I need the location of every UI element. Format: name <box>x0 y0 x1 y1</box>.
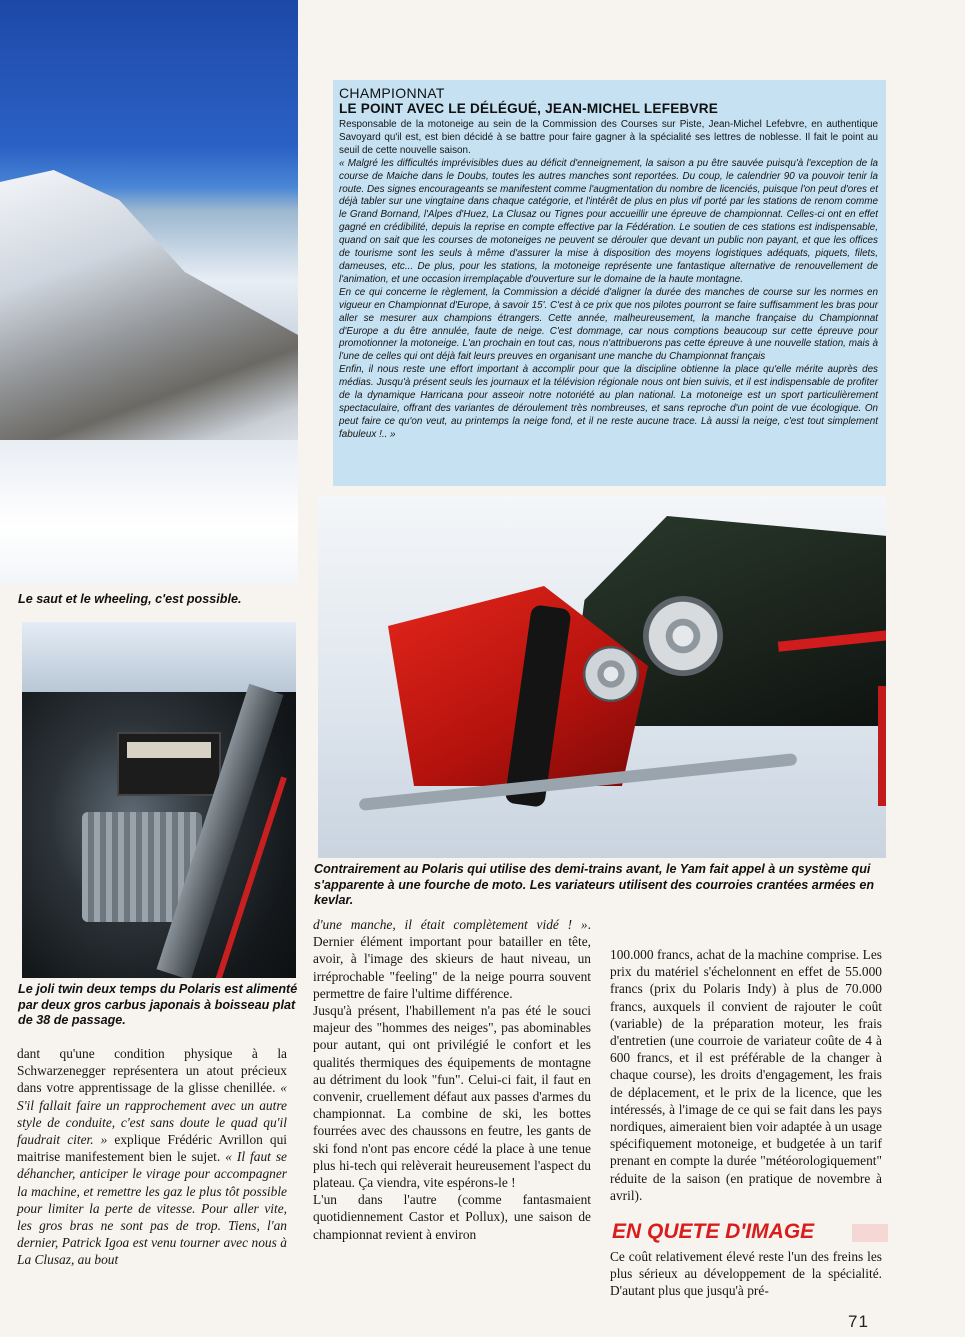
sled-photo-red-edge <box>878 686 886 806</box>
sidebar-box <box>333 80 886 486</box>
body-column-3-continued <box>610 1248 882 1300</box>
caption-sled: Contrairement au Polaris qui utilise des demi-trains avant, le Yam fait appel à un système qui s'apparente à une fourche de moto. Les variateurs utilisent des courroies crantées armées en kevlar. <box>314 862 875 907</box>
col1-quote-2: « Il faut se déhancher, anticiper le virage pour accompagner la machine, et remettre les gaz le plus tôt possible pour limiter la perte de vitesse. Pour aller vite, les gros bras ne sont pas de trop. Tiens, l'an dernier, Patrick Igoa est venu tourner avec nous à La Clusaz, au bout <box>17 1149 287 1268</box>
sidebar-kicker: CHAMPIONNAT <box>339 85 445 101</box>
col2-text-1: . Dernier élément important pour batailler en tête, avoir, à l'image des skieurs de haut niveau, un irréprochable "feeling" de la neige pourra souvent permettre de faire l'ultime différence. <box>313 917 591 1001</box>
photo-yamaha-snowmobile <box>318 496 886 858</box>
photo-polaris-engine <box>22 622 296 978</box>
col2-paragraph-2: Jusqu'à présent, l'habillement n'a pas été le souci majeur des "hommes des neiges", pas abominables pour autant, qui ont privilégié le confort et les qualités thermiques des équipements de montagne au détriment du look "fun". Celui-ci fait, il faut en convenir, cruellement défaut aux passes d'armes du championnat. La combine de ski, les bottes fourrées avec des chaussons en feutre, les gants de ski fond n'ont pas encore cédé la place à une tenue plus hi-tech qui relèverait heureusement l'aspect du plateau. Ça viendra, vite espérons-le ! <box>313 1003 591 1191</box>
sidebar-paragraph-3: Enfin, il nous reste une effort important à accomplir pour que la discipline obtienne la place qu'elle mérite auprès des médias. Jusqu'à présent seuls les journaux et la télévision régionale nous ont bien suivis, et il est indispensable de profiter de la dynamique Harricana pour asseoir notre notoriété au plan national. La motoneige est un sport particulièrement spectaculaire, offrant des variantes de déroulement très nombreuses, et sans reproche d'un point de vue écologique. On peut faire ce qu'on veut, au printemps la neige fond, et il ne reste aucune trace. Là aussi la neige, c'est tout simplement fabuleux !.. » <box>339 364 878 440</box>
snowfield-shape <box>0 440 298 585</box>
caption-jump: Le saut et le wheeling, c'est possible. <box>18 592 242 606</box>
col2-quote-1: d'une manche, il était complètement vidé ! » <box>313 917 588 932</box>
col1-paragraph <box>17 1045 287 1269</box>
col2-paragraph-3: L'un dans l'autre (comme fantasmaient quotidiennement Castor et Pollux), une saison de championnat revient à environ <box>313 1192 591 1242</box>
body-column-2 <box>313 916 591 1243</box>
engine-photo-battery <box>117 732 221 796</box>
col1-text-1: dant qu'une condition physique à la Schwarzenegger représentera un atout précieux dans votre apprentissage de la glisse chenillée. <box>17 1046 287 1096</box>
col1-quote-1: « S'il fallait faire un rapprochement avec un autre style de conduite, c'est sans doute le quad qu'il faudrait citer. » <box>17 1080 287 1148</box>
photo-snowy-mountain <box>0 0 298 585</box>
section-title: EN QUETE D'IMAGE <box>612 1218 882 1248</box>
sidebar-paragraph-2: En ce qui concerne le règlement, la Commission a décidé d'aligner la durée des manches de course sur les normes en vigueur en Championnat d'Europe, à savoir 15'. C'est à ce prix que nos pilotes pourront se faire suffisamment les bras pour aller se mesurer aux champions étrangers. Cette année, malheureusement, la manche française du Championnat d'Europe a du être annulée, faute de neige. C'est dommage, car nous comptions beaucoup sur cette épreuve pour promotionner la motoneige. L'an prochain en tout cas, nous n'attribuerons pas cette épreuve à une nouvelle station, mais à l'une de celles qui ont déjà fait leurs preuves en organisant une manche du Championnat français <box>339 286 878 363</box>
sidebar-headline: LE POINT AVEC LE DÉLÉGUÉ, JEAN-MICHEL LEFEBVRE <box>339 101 719 116</box>
engine-photo-snow <box>22 622 296 692</box>
battery-label <box>127 742 211 758</box>
mountain-shape <box>0 170 298 470</box>
col2-paragraph-1 <box>313 916 591 1002</box>
body-column-1 <box>17 1045 287 1269</box>
sidebar-intro: Responsable de la motoneige au sein de la Commission des Courses sur Piste, Jean-Michel Lefebvre, en authentique Savoyard qu'il est, est bien décidé à se battre pour faire gagner à la spécialité ses lettres de noblesse. Il fait le point au seuil de cette nouvelle saison. <box>339 119 878 156</box>
col1-text-2: explique Frédéric Avrillon qui maitrise manifestement bien le sujet. <box>17 1132 287 1165</box>
col3-paragraph-2: Ce coût relativement élevé reste l'un des freins les plus sérieux au développement de la spécialité. D'autant plus que jusqu'à pré- <box>610 1249 882 1299</box>
sidebar-paragraph-1: « Malgré les difficultés imprévisibles dues au déficit d'enneignement, la saison a pu être sauvée puisqu'à l'exception de la course de Maiche dans le Doubs, toutes les autres manches sont reportées. Du coup, le calendrier 90 va pouvoir tenir la route. Des signes encourageants se manifestent comme l'augmentation du nombre de licenciés, puisque l'on peut d'ores et déjà tabler sur une vingtaine dans chaque catégorie, et l'intérêt de plus en plus vif porté par les stations de renom comme le Grand Bornand, l'Alpes d'Huez, La Clusaz ou Tignes pour accueillir une épreuve de championnat. Celles-ci ont en effet gagné en crédibilité, depuis la reprise en compte effective par la Fédération. Le soutien de ces stations est indispensable, quand on sait que les courses de motoneiges ne peuvent se dérouler que devant un public non payant, et que les offices de tourisme sont les seuls à même d'assurer la mise à disposition des moyens logistiques adéquats, piquets, filets, dameuses, etc... De plus, pour les stations, la motoneige représente une fantastique alternative de renouvellement de l'animation, et une occasion irremplaçable d'ouverture sur le domaine de la haute montagne. <box>339 157 878 285</box>
col3-paragraph-1: 100.000 francs, achat de la machine comprise. Les prix du matériel s'échelonnent en effet de 55.000 francs (prix du Polaris Indy) à plus de 70.000 francs, auxquels il convient de rajouter le coût (variable) de la préparation moteur, les frais d'entretien (une courroie de variateur coûte de 4 à 600 francs, et il est préférable de la changer à chaque course), les droits d'engagement, les frais de déplacement, et le prix de la licence, que les intéressés, à l'image de ce qui se fait dans les pays nordiques, aimeraient bien voir adaptée à un usage spécifiquement motoneige, et budgetée à un tarif prenant en compte la durée "météorologiquement" réduite de la saison (en pratique de novembre à avril). <box>610 947 882 1203</box>
sled-photo-pulley-small <box>583 646 639 702</box>
caption-engine: Le joli twin deux temps du Polaris est alimenté par deux gros carbus japonais à boisseau plat de 38 de passage. <box>18 982 298 1027</box>
body-column-3 <box>610 946 882 1204</box>
page-number: 71 <box>848 1312 869 1331</box>
sled-photo-pulley-large <box>643 596 723 676</box>
